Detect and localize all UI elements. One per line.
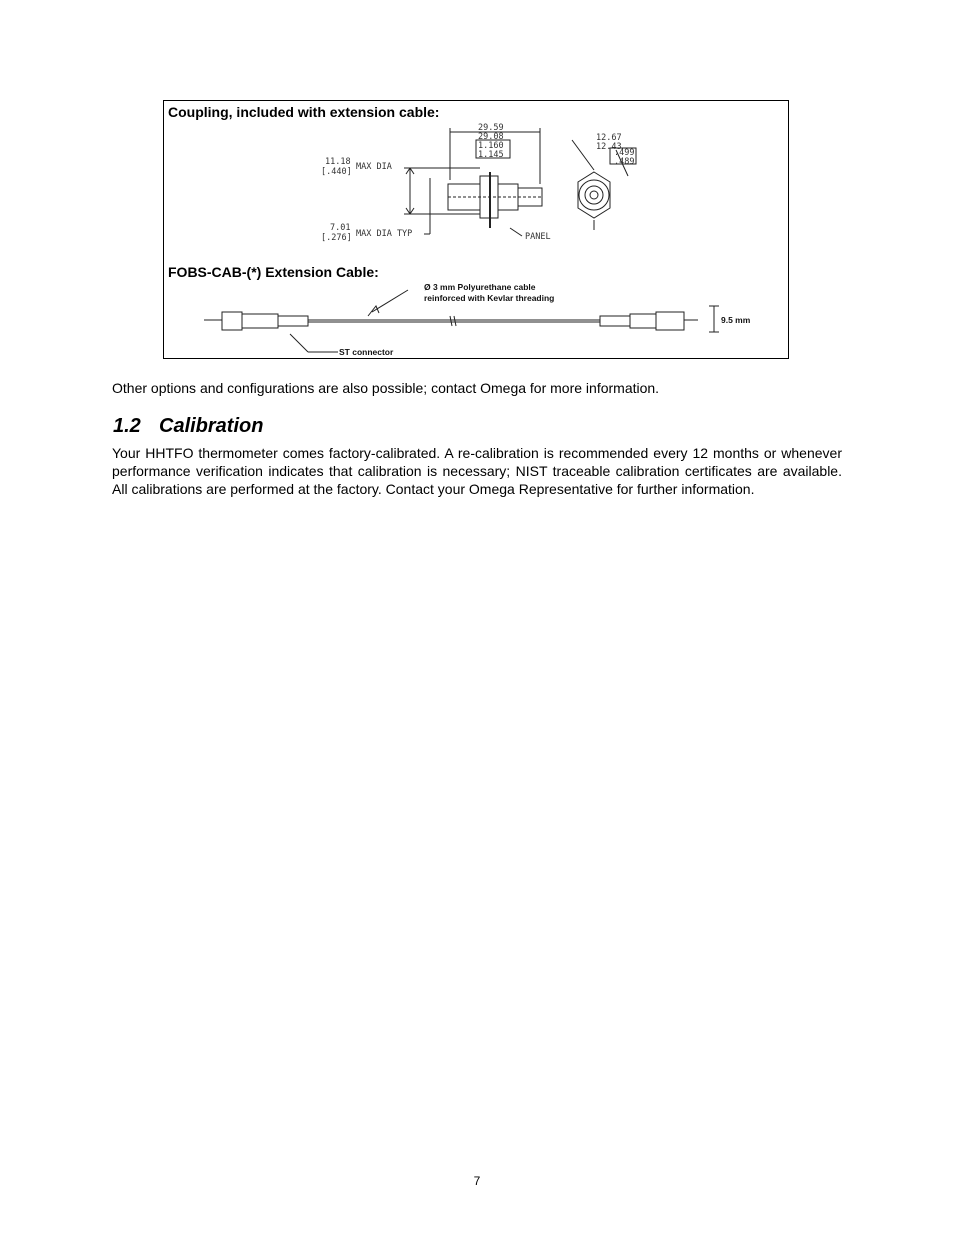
page-number: 7 — [473, 1174, 481, 1188]
length-mm-line2: 29.08 — [478, 132, 504, 142]
length-mm-line1: 29.59 — [478, 123, 504, 133]
options-paragraph: Other options and configurations are also possible; contact Omega for more information. — [112, 380, 660, 396]
hex-mm-line1: 12.67 — [596, 133, 622, 143]
cable-note-line1: Ø 3 mm Polyurethane cable — [424, 282, 536, 292]
cable-caption: FOBS-CAB-(*) Extension Cable: — [168, 264, 379, 280]
max-dia-typ-value-line1: 7.01 — [330, 223, 351, 233]
calibration-paragraph: Your HHTFO thermometer comes factory-calibrated. A re-calibration is recommended every 12 months or whenever performance verification indicates that calibration is necessary; NIST traceable calibration certificates are available. All calibrations are performed at the factory. Contact your Omega Representative for further information. — [112, 445, 842, 497]
length-in-line2: 1.145 — [478, 150, 504, 160]
max-dia-value-line1: 11.18 — [325, 157, 351, 167]
diameter-label: 9.5 mm — [721, 315, 751, 325]
section-title: Calibration — [159, 415, 264, 437]
section-number: 1.2 — [113, 415, 141, 437]
coupling-side-view — [404, 128, 542, 236]
hex-in-line2: .489 — [614, 157, 635, 167]
section-heading — [113, 415, 263, 438]
max-dia-typ-label: MAX DIA TYP — [356, 229, 413, 239]
st-connector-label: ST connector — [339, 347, 394, 357]
length-in-line1: 1.160 — [478, 141, 504, 151]
max-dia-label: MAX DIA — [356, 162, 392, 172]
hex-mm-line2: 12.43 — [596, 142, 622, 152]
max-dia-value-line2: [.440] — [321, 167, 352, 177]
panel-label: PANEL — [525, 232, 551, 242]
max-dia-typ-value-line2: [.276] — [321, 233, 352, 243]
hex-in-line1: .499 — [614, 148, 635, 158]
coupling-caption: Coupling, included with extension cable: — [168, 104, 440, 120]
cable-note-line2: reinforced with Kevlar threading — [424, 293, 555, 303]
